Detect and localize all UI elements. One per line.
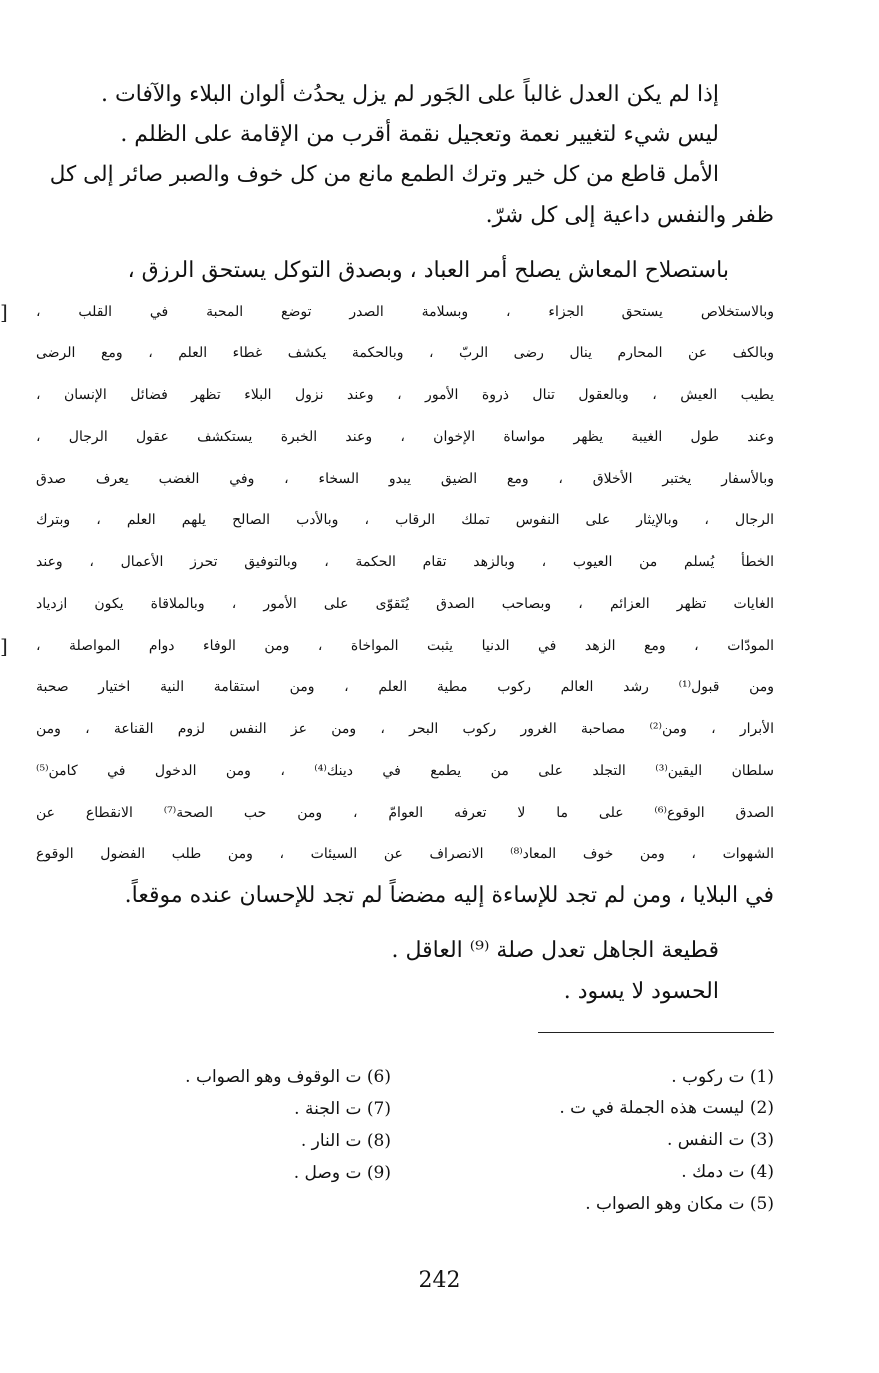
paragraph-line: الأبرار ، ومن⁽²⁾ مصاحبة الغرور ركوب البحر ، ومن عز النفس لزوم القناعة ، ومن [36,721,775,737]
paragraph-line: الغايات تظهر العزائم ، وبصاحب الصدق يُتَقوّى على الأمور ، وبالملاقاة يكون ازدياد [36,596,774,612]
paragraph-line: الرجال ، وبالإيثار على النفوس تملك الرقاب ، وبالأدب الصالح يلهم العلم ، وبترك [36,512,774,528]
saying-line: ليس شيء لتغيير نعمة وتعجيل نقمة أقرب من الإقامة على الظلم . [120,122,719,147]
margin-bracket-mark: ] [0,300,8,324]
footnote-separator [538,1032,774,1033]
paragraph-line: وبالأسفار يختبر الأخلاق ، ومع الضيق يبدو السخاء ، وفي الغضب يعرف صدق [36,471,774,487]
footnote: (3) ت النفس . [666,1130,774,1150]
paragraph-line: الخطأ يُسلم من العيوب ، وبالزهد تقام الحكمة ، وبالتوفيق تحرز الأعمال ، وعند [36,554,774,570]
footnote: (4) ت دمك . [681,1162,774,1182]
paragraph-line: يطيب العيش ، وبالعقول تنال ذروة الأمور ، وعند نزول البلاء تظهر فضائل الإنسان ، [36,387,774,403]
paragraph-line: وبالاستخلاص يستحق الجزاء ، وبسلامة الصدر توضع المحبة في القلب ، [36,304,774,320]
saying-line: قطيعة الجاهل تعدل صلة ⁽⁹⁾ العاقل . [391,938,719,963]
footnote: (9) ت وصل . [293,1163,391,1183]
saying-line: الأمل قاطع من كل خير وترك الطمع مانع من كل خوف والصبر صائر إلى كل [49,162,719,187]
footnote: (5) ت مكان وهو الصواب . [585,1194,774,1214]
margin-bracket-mark: ] [0,634,8,658]
footnote: (6) ت الوقوف وهو الصواب . [185,1067,391,1087]
paragraph-line: المودّات ، ومع الزهد في الدنيا يثبت المواخاة ، ومن الوفاء دوام المواصلة ، [36,638,774,654]
footnote: (2) ليست هذه الجملة في ت . [559,1098,774,1118]
footnote: (7) ت الجنة . [294,1099,391,1119]
paragraph-line: الصدق الوقوع⁽⁶⁾ على ما لا تعرفه العوامّ ، ومن حب الصحة⁽⁷⁾ الانقطاع عن [36,805,774,821]
saying-line: إذا لم يكن العدل غالباً على الجَور لم يزل يحدُث ألوان البلاء والآفات . [100,82,719,107]
footnote: (8) ت النار . [300,1131,391,1151]
paragraph-line: في البلايا ، ومن لم تجد للإساءة إليه مضضاً لم تجد للإحسان عنده موقعاً. [124,883,774,908]
paragraph-line: الشهوات ، ومن خوف المعاد⁽⁸⁾ الانصراف عن السيئات ، ومن طلب الفضول الوقوع [36,846,774,862]
paragraph-line: باستصلاح المعاش يصلح أمر العباد ، وبصدق التوكل يستحق الرزق ، [127,258,729,283]
paragraph-line: سلطان اليقين⁽³⁾ التجلد على من يطمع في دينك⁽⁴⁾ ، ومن الدخول في كامن⁽⁵⁾ [36,763,774,779]
saying-line: ظفر والنفس داعية إلى كل شرّ. [485,203,774,228]
paragraph-line: وعند طول الغيبة يظهر مواساة الإخوان ، وعند الخبرة يستكشف عقول الرجال ، [36,429,774,445]
paragraph-line: وبالكف عن المحارم ينال رضى الربّ ، وبالحكمة يكشف غطاء العلم ، ومع الرضى [36,345,774,361]
paragraph-line: ومن قبول⁽¹⁾ رشد العالم ركوب مطية العلم ، ومن استقامة النية اختيار صحبة [36,679,774,695]
footnote: (1) ت ركوب . [671,1067,774,1087]
page-number: 242 [418,1268,461,1293]
saying-line: الحسود لا يسود . [563,979,719,1004]
